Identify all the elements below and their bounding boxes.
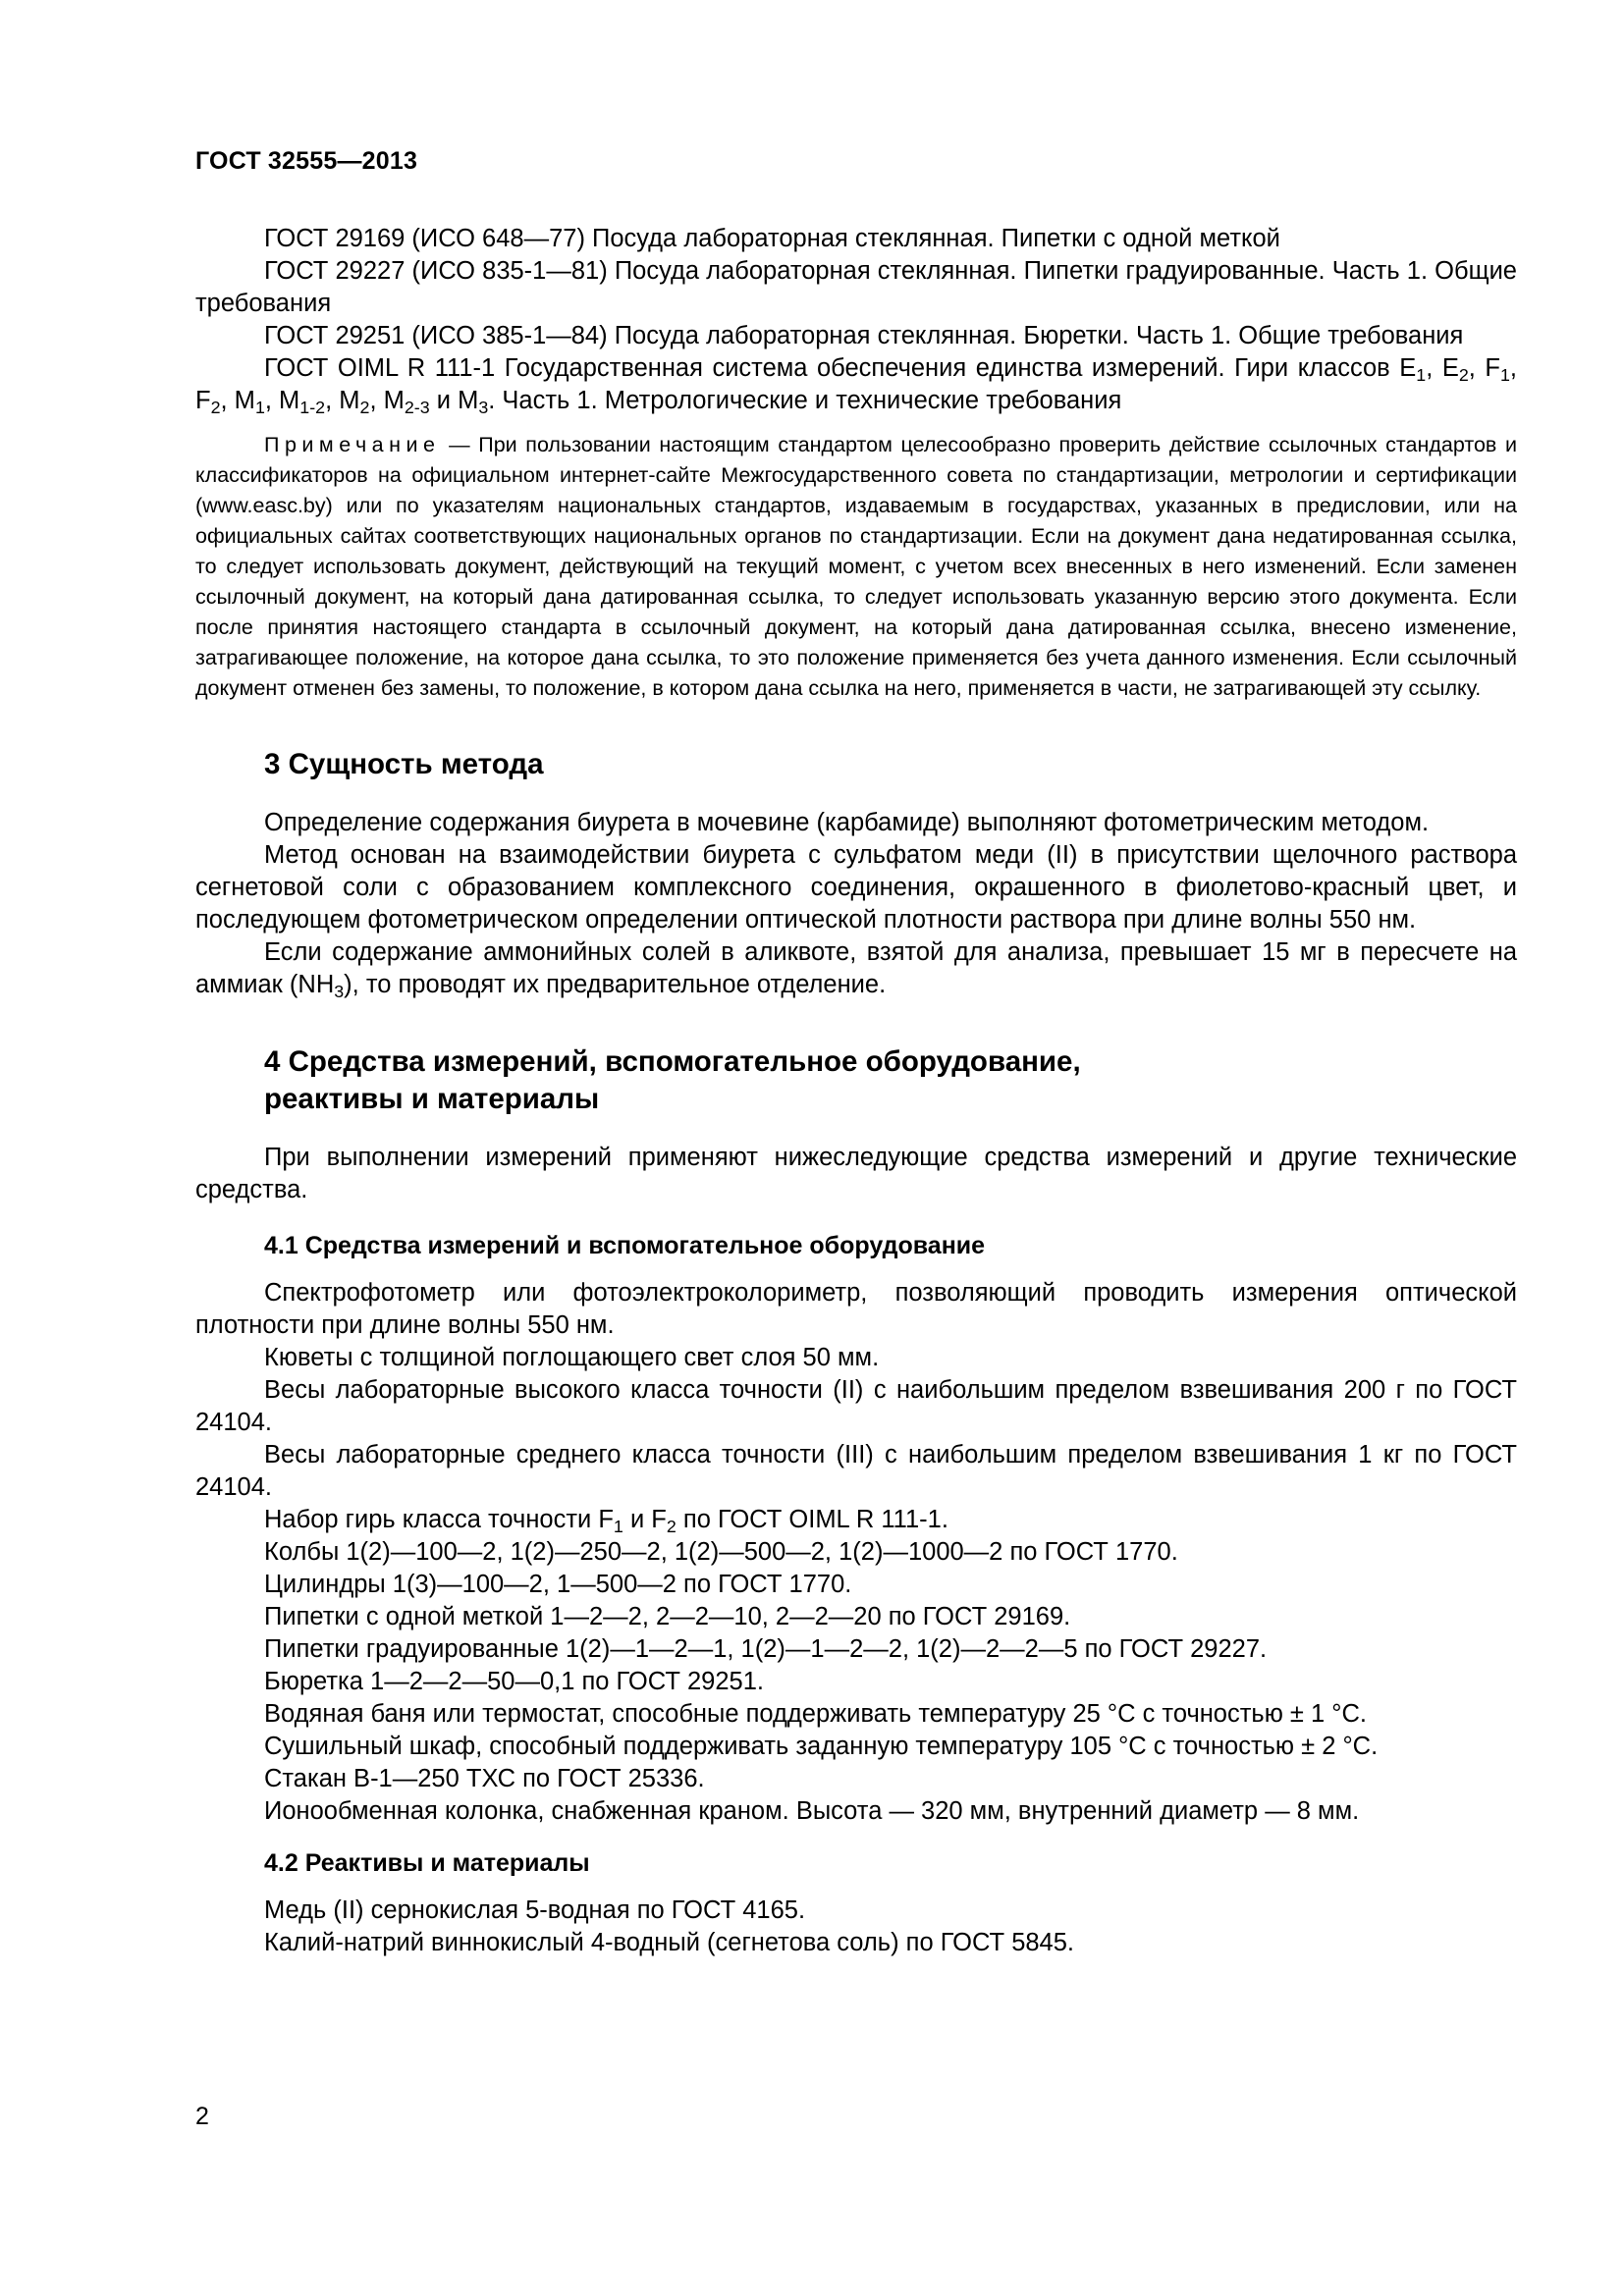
equipment-item: Стакан В-1—250 ТХС по ГОСТ 25336. <box>264 1765 705 1792</box>
subscript: 2 <box>359 398 370 417</box>
reference-text: , F <box>195 354 1517 414</box>
reference-text: , F <box>1468 354 1500 382</box>
note-label: Примечание <box>264 433 441 456</box>
equipment-item: Весы лабораторные среднего класса точности (III) с наибольшим пределом взвешивания 1 кг по ГОСТ 24104. <box>195 1441 1517 1501</box>
reference-text: E <box>1441 354 1459 382</box>
equipment-item: Кюветы с толщиной поглощающего свет слоя 50 мм. <box>264 1344 880 1371</box>
equipment-item: Водяная баня или термостат, способные поддерживать температуру 25 °С с точностью ± 1 °С. <box>264 1700 1367 1728</box>
reference-text: , M <box>220 387 255 414</box>
reference-gost-29251: ГОСТ 29251 (ИСО 385-1—84) Посуда лабораторная стеклянная. Бюретки. Часть 1. Общие требования <box>264 322 1464 349</box>
section-4-intro: При выполнении измерений применяют нижеследующие средства измерений и другие технические средства. <box>195 1144 1517 1203</box>
reference-gost-oiml <box>195 352 1517 417</box>
note-paragraph <box>195 430 1517 704</box>
reference-text: . Часть 1. Метрологические и технические требования <box>488 387 1122 414</box>
subscript: 3 <box>334 982 345 1001</box>
note-text: — При пользовании настоящим стандартом целесообразно проверить действие ссылочных стандартов и классификаторов на официальном интернет-сайте Межгосударственного совета по стандартизации, метрологии и сертификации (www.easc.by) или по указателям национальных стандартов, издаваемым в государствах, указанных в предисловии, или на официальных сайтах соответствующих национальных органов по стандартизации. Если на документ дана недатированная ссылка, то следует использовать документ, действующий на текущий момент, с учетом всех внесенных в него изменений. Если заменен ссылочный документ, на который дана датированная ссылка, то следует использовать указанную версию этого документа. Если после принятия настоящего стандарта в ссылочный документ, на который дана датированная ссылка, внесено изменение, затрагивающее положение, на которое дана ссылка, то это положение применяется без учета данного изменения. Если ссылочный документ отменен без замены, то положение, в котором дана ссылка на него, применяется в части, не затрагивающей эту ссылку. <box>195 433 1517 700</box>
equipment-item: Бюретка 1—2—2—50—0,1 по ГОСТ 29251. <box>264 1668 764 1695</box>
item-text: и F <box>623 1506 667 1533</box>
equipment-item: Колбы 1(2)—100—2, 1(2)—250—2, 1(2)—500—2, 1(2)—1000—2 по ГОСТ 1770. <box>264 1538 1178 1566</box>
subscript: 2 <box>210 398 221 417</box>
subscript: 2 <box>666 1517 677 1536</box>
equipment-item: Сушильный шкаф, способный поддерживать заданную температуру 105 °С с точностью ± 2 °С. <box>264 1733 1379 1760</box>
reference-text: , M <box>325 387 360 414</box>
item-text: по ГОСТ OIML R 111-1. <box>676 1506 948 1533</box>
reference-text: , M <box>264 387 300 414</box>
section-4-heading-line-2: реактивы и материалы <box>264 1083 600 1115</box>
section-4-heading-line-1: 4 Средства измерений, вспомогательное оборудование, <box>264 1045 1081 1078</box>
subscript: 2-3 <box>404 398 430 417</box>
paragraph-text: Если содержание аммонийных солей в аликвоте, взятой для анализа, превышает 15 мг в пересчете на аммиак (NH <box>195 938 1517 998</box>
subscript: 1 <box>1416 365 1427 385</box>
reference-gost-29169: ГОСТ 29169 (ИСО 648—77) Посуда лабораторная стеклянная. Пипетки с одной меткой <box>264 225 1280 252</box>
equipment-item: Пипетки градуированные 1(2)—1—2—1, 1(2)—1—2—2, 1(2)—2—2—5 по ГОСТ 29227. <box>264 1635 1268 1663</box>
reagent-item: Медь (II) сернокислая 5-водная по ГОСТ 4165. <box>264 1896 806 1924</box>
reference-text: , <box>1426 354 1434 382</box>
subscript: 1 <box>613 1517 623 1536</box>
subscript: 1 <box>1499 365 1510 385</box>
equipment-item: Пипетки с одной меткой 1—2—2, 2—2—10, 2—2—20 по ГОСТ 29169. <box>264 1603 1071 1630</box>
subscript: 3 <box>478 398 489 417</box>
section-3-paragraph-2: Метод основан на взаимодействии биурета с сульфатом меди (II) в присутствии щелочного раствора сегнетовой соли с образованием комплексного соединения, окрашенного в фиолетово-красный цвет, и последующем фотометрическом определении оптической плотности раствора при длине волны 550 нм. <box>195 841 1517 934</box>
section-3-heading: 3 Сущность метода <box>264 748 544 780</box>
section-4-heading <box>195 1043 1517 1118</box>
subscript: 2 <box>1458 365 1469 385</box>
page-number: 2 <box>195 2103 209 2130</box>
document-id-header: ГОСТ 32555—2013 <box>195 147 418 175</box>
paragraph-text: ), то проводят их предварительное отделение. <box>344 971 887 998</box>
reference-text: и M <box>429 387 479 414</box>
equipment-item: Цилиндры 1(3)—100—2, 1—500—2 по ГОСТ 1770. <box>264 1571 852 1598</box>
reagent-item: Калий-натрий виннокислый 4-водный (сегнетова соль) по ГОСТ 5845. <box>264 1929 1075 1956</box>
reference-gost-29227: ГОСТ 29227 (ИСО 835-1—81) Посуда лабораторная стеклянная. Пипетки градуированные. Часть 1. Общие требования <box>195 257 1517 317</box>
subscript: 1 <box>254 398 265 417</box>
subsection-4-2-heading: 4.2 Реактивы и материалы <box>264 1849 590 1877</box>
subscript: 1-2 <box>299 398 326 417</box>
equipment-item <box>195 1504 1517 1536</box>
page-content <box>195 223 1517 1959</box>
subsection-4-1-heading: 4.1 Средства измерений и вспомогательное оборудование <box>264 1232 986 1259</box>
item-text: Набор гирь класса точности F <box>264 1506 614 1533</box>
reference-text: , M <box>369 387 405 414</box>
reference-text: ГОСТ OIML R 111-1 Государственная система обеспечения единства измерений. Гири классов E <box>264 354 1417 382</box>
equipment-item: Спектрофотометр или фотоэлектроколориметр, позволяющий проводить измерения оптической плотности при длине волны 550 нм. <box>195 1279 1517 1339</box>
section-3-paragraph-3 <box>195 936 1517 1001</box>
section-3-paragraph-1: Определение содержания биурета в мочевине (карбамиде) выполняют фотометрическим методом. <box>264 809 1430 836</box>
equipment-item: Весы лабораторные высокого класса точности (II) с наибольшим пределом взвешивания 200 г по ГОСТ 24104. <box>195 1376 1517 1436</box>
equipment-item: Ионообменная колонка, снабженная краном. Высота — 320 мм, внутренний диаметр — 8 мм. <box>264 1797 1360 1825</box>
